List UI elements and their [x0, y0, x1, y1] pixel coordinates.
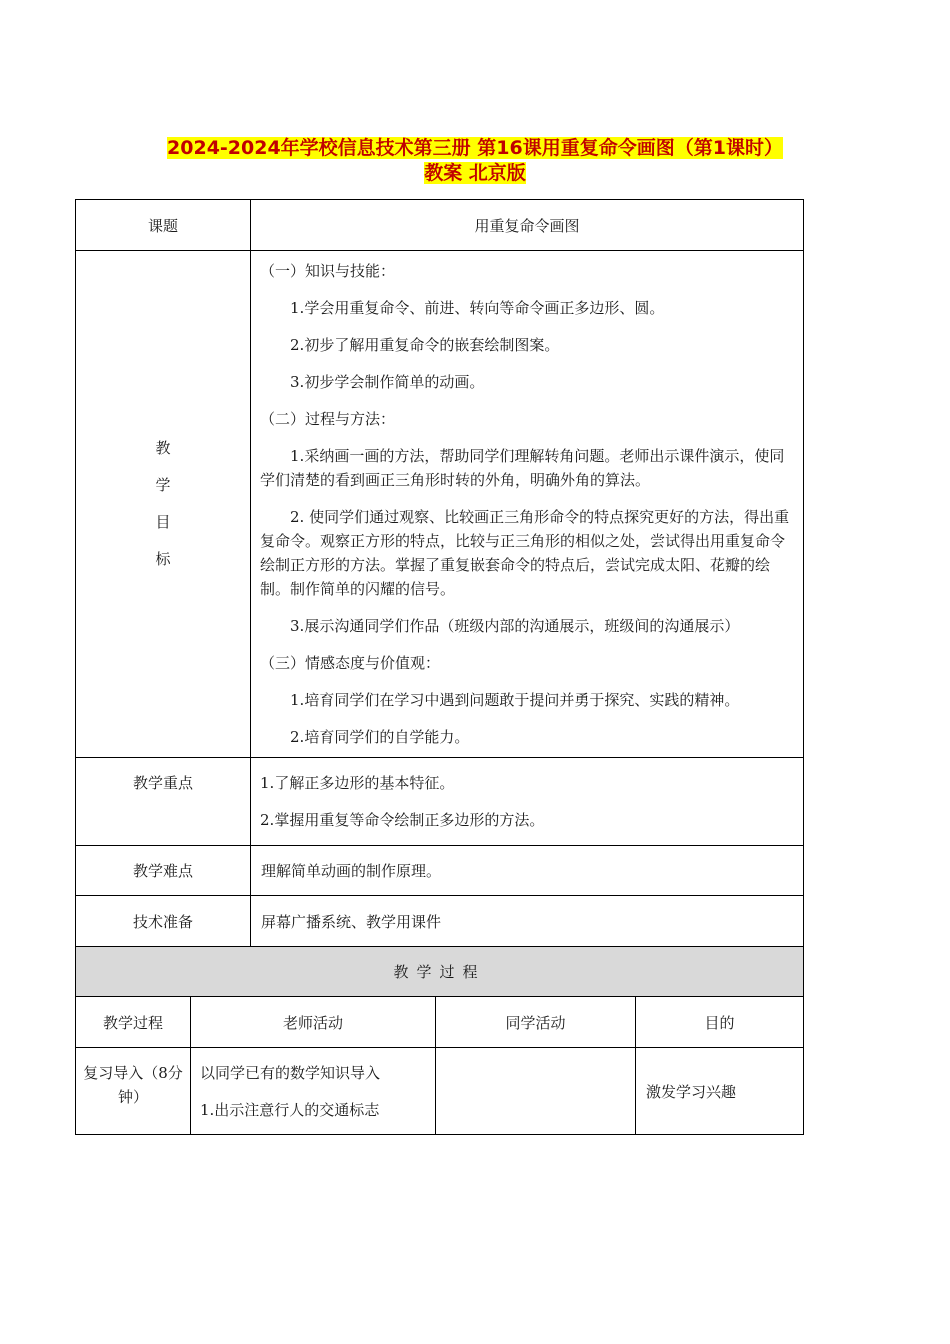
- key-points-row: [76, 758, 804, 846]
- process-columns-row: [76, 997, 804, 1048]
- column-header: 同学活动: [436, 997, 636, 1048]
- document-title: [60, 136, 890, 186]
- column-header: 教学过程: [76, 997, 191, 1048]
- objective-item: 1.培育同学们在学习中遇到问题敢于提问并勇于探究、实践的精神。: [290, 691, 740, 709]
- key-points-content: [251, 758, 804, 846]
- section-heading: （三）情感态度与价值观：: [260, 654, 441, 672]
- key-points-label: 教学重点: [76, 758, 251, 846]
- section-heading: （二）过程与方法：: [260, 410, 396, 428]
- process-row: [76, 1048, 804, 1135]
- key-point-item: 1.了解正多边形的基本特征。: [260, 774, 455, 792]
- column-header: 目的: [636, 997, 804, 1048]
- tech-label: 技术准备: [76, 896, 251, 947]
- objective-item: 3.初步学会制作简单的动画。: [290, 373, 485, 391]
- objective-item: 2.培育同学们的自学能力。: [290, 728, 470, 746]
- objectives-label-char: 学: [155, 476, 171, 494]
- objectives-content: [251, 251, 804, 758]
- teacher-activity: [191, 1048, 436, 1135]
- objective-item: 1.学会用重复命令、前进、转向等命令画正多边形、圆。: [290, 299, 665, 317]
- topic-value: 用重复命令画图: [251, 200, 804, 251]
- objectives-row: [76, 251, 804, 758]
- tech-value: 屏幕广播系统、教学用课件: [251, 896, 804, 947]
- key-point-item: 2.掌握用重复等命令绘制正多边形的方法。: [260, 811, 545, 829]
- student-activity: [436, 1048, 636, 1135]
- difficulty-label: 教学难点: [76, 846, 251, 896]
- topic-label: 课题: [76, 200, 251, 251]
- topic-row: [76, 200, 804, 251]
- title-line-2: 教案 北京版: [424, 162, 526, 184]
- objective-item: 1.采纳画一画的方法，帮助同学们理解转角问题。老师出示课件演示，使同学们清楚的看到画正三角形时转的外角，明确外角的算法。: [260, 447, 785, 489]
- column-header: 老师活动: [191, 997, 436, 1048]
- difficulty-row: [76, 846, 804, 896]
- section-heading: （一）知识与技能：: [260, 262, 396, 280]
- tech-row: [76, 896, 804, 947]
- lesson-plan-table: [75, 199, 804, 1135]
- purpose: 激发学习兴趣: [636, 1048, 804, 1135]
- process-header-row: [76, 947, 804, 997]
- objectives-label-char: 教: [155, 439, 171, 457]
- objective-item: 3.展示沟通同学们作品（班级内部的沟通展示，班级间的沟通展示）: [290, 617, 740, 635]
- objective-item: 2. 使同学们通过观察、比较画正三角形命令的特点探究更好的方法，得出重复命令。观察正方形的特点，比较与正三角形的相似之处，尝试得出用重复命令绘制正方形的方法。掌握了重复嵌套命令的特点后，尝试完成太阳、花瓣的绘制。制作简单的闪耀的信号。: [260, 508, 790, 598]
- objectives-label: [76, 251, 251, 758]
- title-line-1: 2024-2024年学校信息技术第三册 第16课用重复命令画图（第1课时）: [167, 137, 783, 159]
- objectives-label-char: 目: [155, 513, 171, 531]
- teacher-activity-item: 1.出示注意行人的交通标志: [200, 1100, 380, 1119]
- teacher-activity-item: 以同学已有的数学知识导入: [200, 1063, 381, 1082]
- process-stage: 复习导入（8分钟）: [76, 1048, 191, 1135]
- difficulty-value: 理解简单动画的制作原理。: [251, 846, 804, 896]
- objectives-label-char: 标: [155, 550, 171, 568]
- process-header: 教学过程: [76, 947, 804, 997]
- objective-item: 2.初步了解用重复命令的嵌套绘制图案。: [290, 336, 560, 354]
